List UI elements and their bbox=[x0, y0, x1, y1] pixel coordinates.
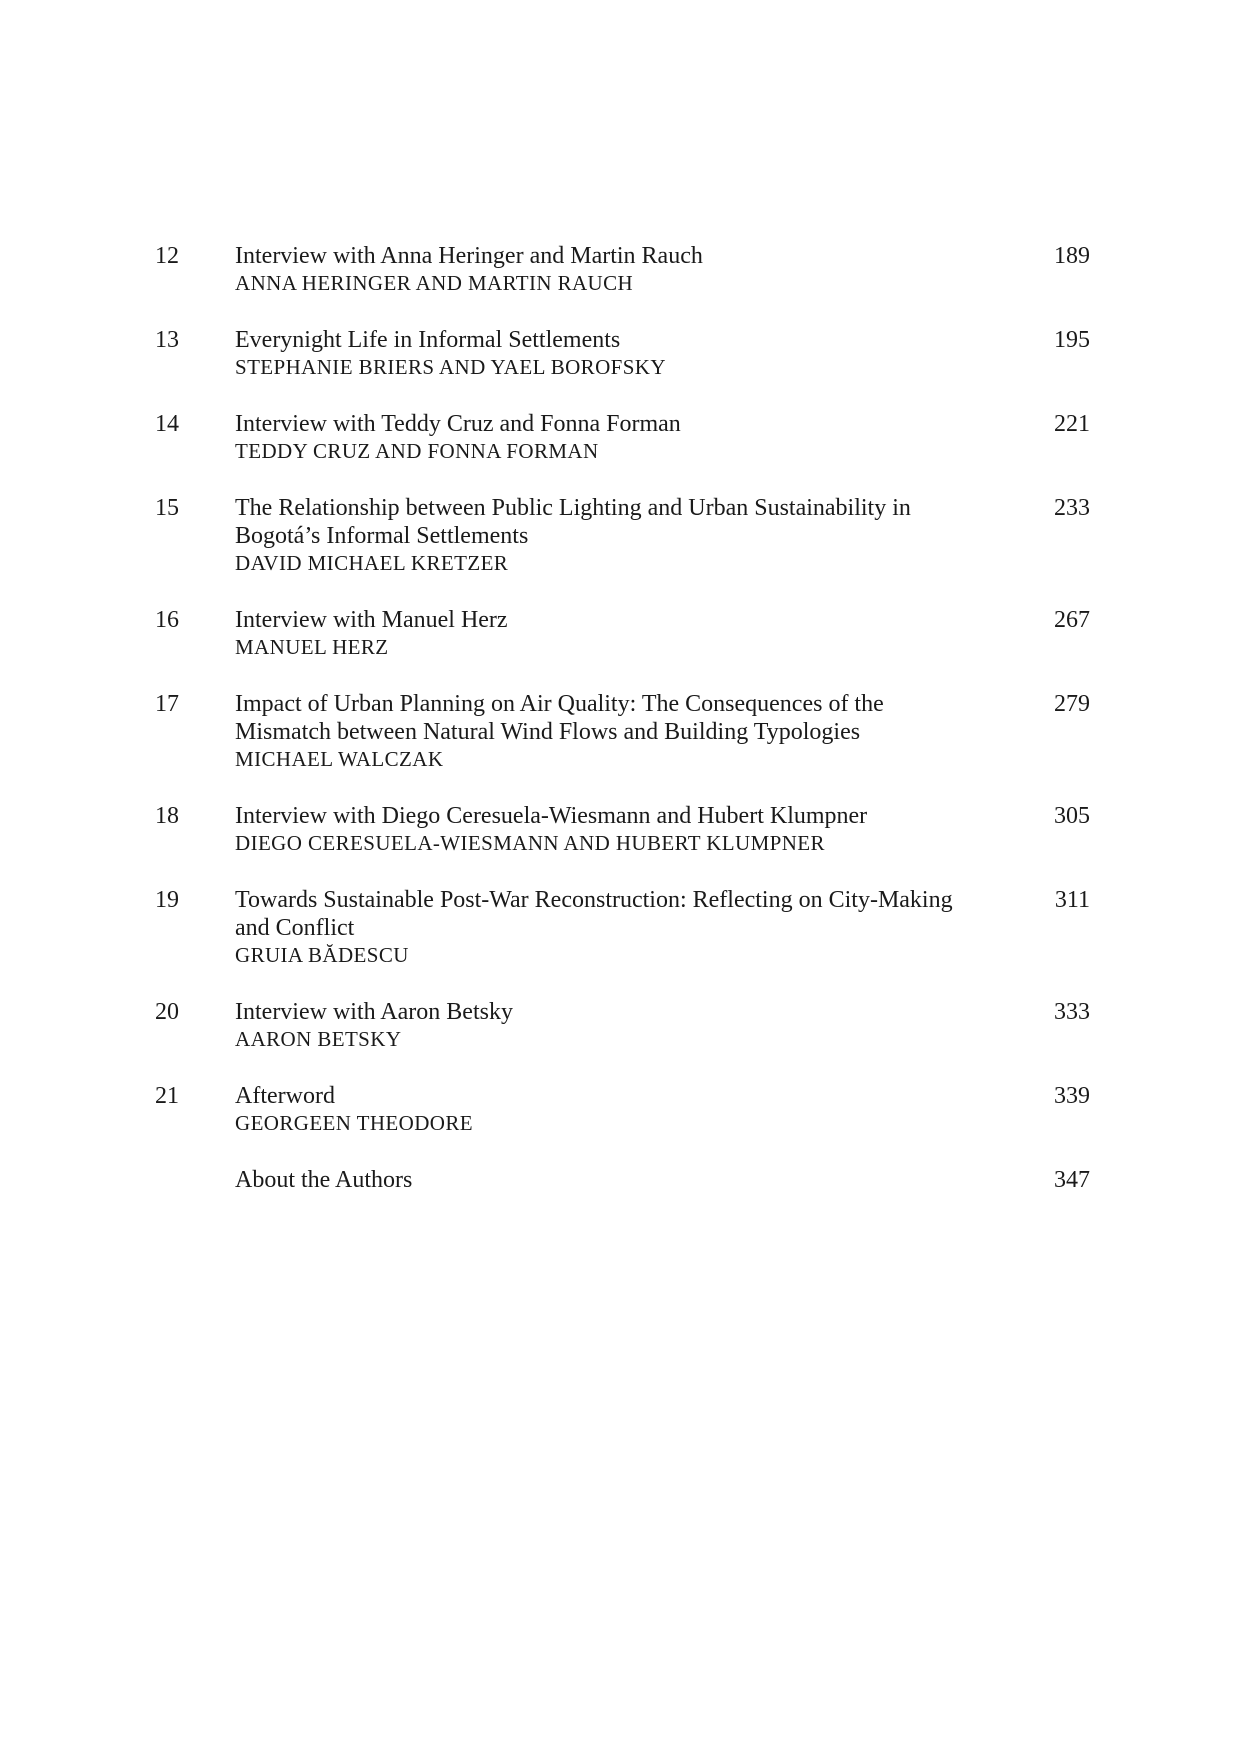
entry-body bbox=[235, 1082, 980, 1137]
chapter-number: 14 bbox=[155, 411, 179, 437]
toc-entry-about-authors[interactable] bbox=[155, 1166, 1090, 1194]
toc-entry[interactable] bbox=[155, 1082, 1090, 1137]
page-number: 233 bbox=[1054, 495, 1090, 521]
toc-entry[interactable] bbox=[155, 242, 1090, 297]
chapter-author: AARON BETSKY bbox=[235, 1027, 402, 1051]
about-authors-title: About the Authors bbox=[235, 1167, 413, 1193]
page-number: 221 bbox=[1054, 411, 1090, 437]
chapter-number: 15 bbox=[155, 495, 179, 521]
entry-body bbox=[235, 886, 980, 969]
page-number: 189 bbox=[1054, 243, 1090, 269]
chapter-title: Impact of Urban Planning on Air Quality: The Consequences of the Mismatch between Natural Wind Flows and Building Typologies bbox=[235, 691, 884, 745]
page-number: 305 bbox=[1054, 803, 1090, 829]
chapter-number: 17 bbox=[155, 691, 179, 717]
toc-entry[interactable] bbox=[155, 606, 1090, 661]
entry-body bbox=[235, 606, 980, 661]
chapter-number: 16 bbox=[155, 607, 179, 633]
chapter-author: DIEGO CERESUELA-WIESMANN AND HUBERT KLUMPNER bbox=[235, 831, 825, 855]
chapter-author: MANUEL HERZ bbox=[235, 635, 389, 659]
chapter-title: Interview with Diego Ceresuela-Wiesmann and Hubert Klumpner bbox=[235, 803, 868, 829]
page-number: 267 bbox=[1054, 607, 1090, 633]
entry-body bbox=[235, 690, 980, 773]
toc-entry[interactable] bbox=[155, 886, 1090, 969]
chapter-author: MICHAEL WALCZAK bbox=[235, 747, 444, 771]
chapter-title: Interview with Teddy Cruz and Fonna Forman bbox=[235, 411, 681, 437]
page-number: 279 bbox=[1054, 691, 1090, 717]
toc-entry[interactable] bbox=[155, 802, 1090, 857]
chapter-author: ANNA HERINGER AND MARTIN RAUCH bbox=[235, 271, 634, 295]
chapter-number: 21 bbox=[155, 1083, 179, 1109]
chapter-title: Interview with Manuel Herz bbox=[235, 607, 508, 633]
chapter-number: 20 bbox=[155, 999, 179, 1025]
chapter-author: TEDDY CRUZ AND FONNA FORMAN bbox=[235, 439, 599, 463]
toc-entry[interactable] bbox=[155, 998, 1090, 1053]
chapter-author: GRUIA BĂDESCU bbox=[235, 943, 409, 967]
chapter-author: DAVID MICHAEL KRETZER bbox=[235, 551, 509, 575]
chapter-author: GEORGEEN THEODORE bbox=[235, 1111, 473, 1135]
entry-body bbox=[235, 1166, 980, 1194]
toc-entry[interactable] bbox=[155, 410, 1090, 465]
toc-entry[interactable] bbox=[155, 690, 1090, 773]
chapter-title: Everynight Life in Informal Settlements bbox=[235, 327, 621, 353]
entry-body bbox=[235, 802, 980, 857]
chapter-title: Interview with Aaron Betsky bbox=[235, 999, 513, 1025]
chapter-title: Towards Sustainable Post-War Reconstruction: Reflecting on City-Making and Conflict bbox=[235, 887, 953, 941]
chapter-number: 19 bbox=[155, 887, 179, 913]
page-number: 195 bbox=[1054, 327, 1090, 353]
page-number: 311 bbox=[1054, 887, 1090, 913]
toc-entry[interactable] bbox=[155, 494, 1090, 577]
entry-body bbox=[235, 494, 980, 577]
page-number: 347 bbox=[1054, 1167, 1090, 1193]
page-number: 333 bbox=[1054, 999, 1090, 1025]
table-of-contents bbox=[155, 242, 1090, 1223]
chapter-number: 12 bbox=[155, 243, 179, 269]
chapter-title: The Relationship between Public Lighting and Urban Sustainability in Bogotá’s Informal Settlements bbox=[235, 495, 911, 549]
chapter-title: Interview with Anna Heringer and Martin Rauch bbox=[235, 243, 703, 269]
chapter-number: 18 bbox=[155, 803, 179, 829]
page-number: 339 bbox=[1054, 1083, 1090, 1109]
chapter-title: Afterword bbox=[235, 1083, 335, 1109]
chapter-author: STEPHANIE BRIERS AND YAEL BOROFSKY bbox=[235, 355, 666, 379]
entry-body bbox=[235, 326, 980, 381]
entry-body bbox=[235, 242, 980, 297]
chapter-number: 13 bbox=[155, 327, 179, 353]
toc-entry[interactable] bbox=[155, 326, 1090, 381]
entry-body bbox=[235, 998, 980, 1053]
entry-body bbox=[235, 410, 980, 465]
